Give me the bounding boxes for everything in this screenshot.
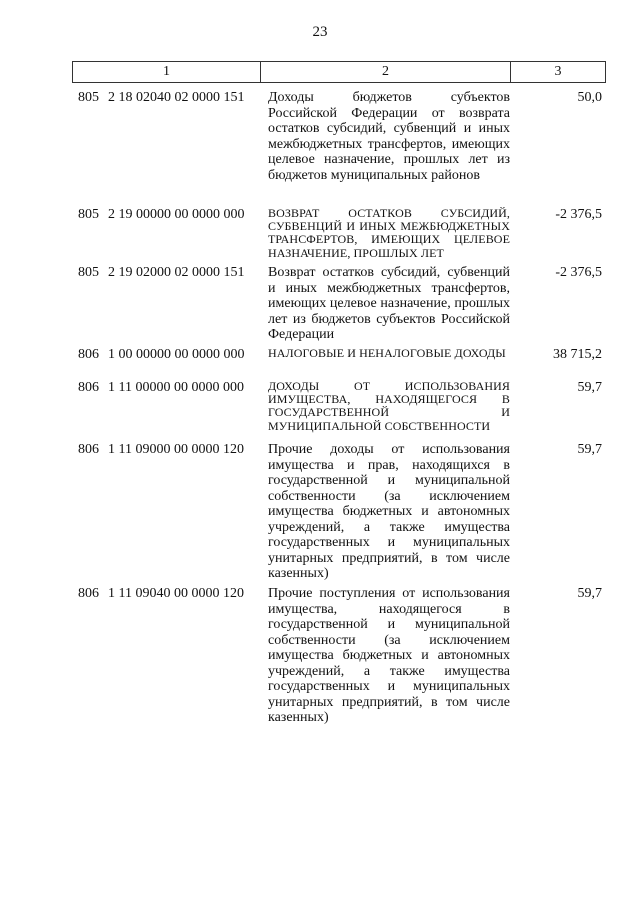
table-header <box>72 61 606 83</box>
admin-code: 806 <box>78 586 99 601</box>
classification-code: 1 11 09040 00 0000 120 <box>108 586 244 601</box>
admin-code: 805 <box>78 265 99 280</box>
page-number: 23 <box>312 24 328 40</box>
admin-code: 805 <box>78 207 99 222</box>
row-amount: 38 715,2 <box>553 347 602 362</box>
classification-code: 1 00 00000 00 0000 000 <box>108 347 245 362</box>
budget-code <box>78 586 244 602</box>
row-amount: 59,7 <box>577 380 602 395</box>
row-description: НАЛОГОВЫЕ И НЕНАЛОГОВЫЕ ДОХОДЫ <box>268 346 506 360</box>
row-amount: -2 376,5 <box>555 265 602 280</box>
classification-code: 2 18 02040 02 0000 151 <box>108 90 245 105</box>
column-header-1: 1 <box>73 62 261 82</box>
row-amount: 50,0 <box>577 90 602 105</box>
row-amount: -2 376,5 <box>555 207 602 222</box>
budget-code <box>78 207 245 223</box>
row-amount: 59,7 <box>577 442 602 457</box>
row-description: Возврат остатков субсидий, субвенций и иных межбюджетных трансфертов, имеющих целевое назначение, прошлых лет из бюджетов субъектов Российской Федерации <box>268 265 510 342</box>
budget-code <box>78 442 244 458</box>
admin-code: 806 <box>78 347 99 362</box>
budget-code <box>78 265 245 281</box>
row-description: Прочие поступления от использования имущества, находящегося в государственной и муниципальной собственности (за исключением имущества бюджетных и автономных учреждений, а также имущества государственных и муниципальных унитарных предприятий, в том числе казенных) <box>268 586 510 725</box>
row-description: ДОХОДЫ ОТ ИСПОЛЬЗОВАНИЯ ИМУЩЕСТВА, НАХОДЯЩЕГОСЯ В ГОСУДАРСТВЕННОЙ И МУНИЦИПАЛЬНОЙ СОБСТВЕННОСТИ <box>268 379 510 433</box>
budget-code <box>78 347 245 363</box>
budget-code <box>78 90 245 106</box>
column-header-2: 2 <box>261 62 511 82</box>
admin-code: 806 <box>78 380 99 395</box>
row-description: Доходы бюджетов субъектов Российской Федерации от возврата остатков субсидий, субвенций и иных межбюджетных трансфертов, имеющих целевое назначение, прошлых лет из бюджетов муниципальных районов <box>268 90 510 183</box>
row-amount: 59,7 <box>577 586 602 601</box>
classification-code: 2 19 02000 02 0000 151 <box>108 265 245 280</box>
admin-code: 806 <box>78 442 99 457</box>
classification-code: 2 19 00000 00 0000 000 <box>108 207 245 222</box>
classification-code: 1 11 09000 00 0000 120 <box>108 442 244 457</box>
classification-code: 1 11 00000 00 0000 000 <box>108 380 244 395</box>
row-description: ВОЗВРАТ ОСТАТКОВ СУБСИДИЙ, СУБВЕНЦИЙ И ИНЫХ МЕЖБЮДЖЕТНЫХ ТРАНСФЕРТОВ, ИМЕЮЩИХ ЦЕЛЕВОЕ НАЗНАЧЕНИЕ, ПРОШЛЫХ ЛЕТ <box>268 206 510 260</box>
admin-code: 805 <box>78 90 99 105</box>
column-header-3: 3 <box>554 64 562 79</box>
row-description: Прочие доходы от использования имущества и прав, находящихся в государственной и муниципальной собственности (за исключением имущества бюджетных и автономных учреждений, а также имущества государственных и муниципальных унитарных предприятий, в том числе казенных) <box>268 442 510 581</box>
budget-code <box>78 380 244 396</box>
